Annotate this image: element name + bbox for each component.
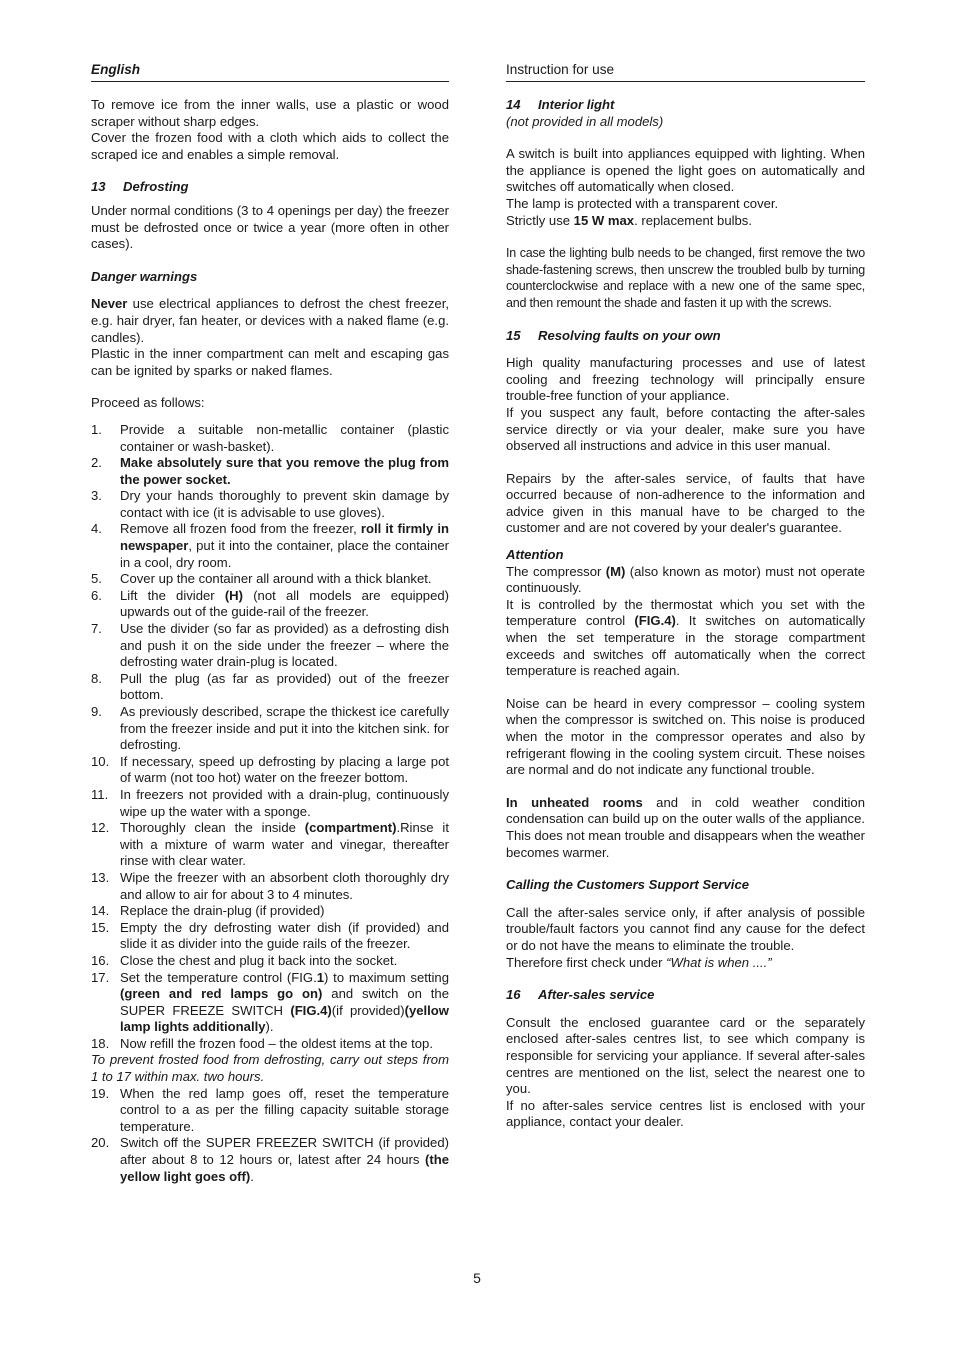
step-text bbox=[120, 820, 449, 870]
light-text: A switch is built into appliances equipped with lighting. When the appliance is opened the light goes on automatically and switches off automatically when closed. bbox=[506, 146, 865, 195]
light-text-2: The lamp is protected with a transparent cover. bbox=[506, 195, 779, 211]
step-text-segment: Close the chest and plug it back into the socket. bbox=[120, 952, 398, 968]
list-item bbox=[91, 1135, 449, 1185]
proceed-text: Proceed as follows: bbox=[91, 395, 205, 411]
step-number: 12. bbox=[91, 820, 110, 836]
step-text bbox=[120, 970, 449, 1036]
step-number: 5. bbox=[91, 571, 102, 587]
step-number: 7. bbox=[91, 621, 102, 637]
step-text-segment: ) to maximum setting bbox=[324, 969, 450, 985]
list-item bbox=[91, 787, 449, 820]
step-text-segment: When the red lamp goes off, reset the temperature control to a as per the filling capacity suitable storage temperature. bbox=[120, 1085, 449, 1134]
list-item bbox=[91, 820, 449, 870]
step-text bbox=[120, 787, 449, 820]
unheated-text-rest: and in cold weather condition condensation can build up on the outer walls of the appliance. This does not mean trouble and disappears when the weather becomes warmer. bbox=[506, 794, 865, 860]
step-text bbox=[120, 422, 449, 455]
step-text bbox=[120, 455, 449, 488]
never-label: Never bbox=[91, 296, 128, 312]
step-text-segment: (FIG.4) bbox=[290, 1002, 332, 1018]
step-number: 20. bbox=[91, 1135, 110, 1151]
section-title: Interior light bbox=[538, 97, 615, 112]
step-number: 1. bbox=[91, 421, 102, 437]
step-number: 17. bbox=[91, 969, 110, 985]
faults-text: High quality manufacturing processes and use of latest cooling and freezing technology will principally ensure trouble-free function of your appliance. bbox=[506, 355, 865, 404]
document-header: Instruction for use bbox=[506, 62, 865, 82]
after-sales-heading bbox=[506, 987, 865, 1004]
step-text bbox=[120, 903, 449, 920]
fig-label: (FIG.4) bbox=[634, 613, 676, 629]
list-item bbox=[91, 754, 449, 787]
list-item bbox=[91, 571, 449, 588]
attention-text bbox=[506, 564, 865, 597]
bulb-text: In case the lighting bulb needs to be changed, first remove the two shade-fastening screws, then unscrew the troubled bulb by turning counterclockwise and replace with a new one of the same spec, and then remount the shade and fasten it up with the screws. bbox=[506, 246, 865, 310]
list-item bbox=[91, 521, 449, 571]
step-number: 10. bbox=[91, 753, 110, 769]
step-text-segment: Wipe the freezer with an absorbent cloth thoroughly dry and allow to air for about 3 to 4 minutes. bbox=[120, 869, 449, 902]
step-text-segment: Now refill the frozen food – the oldest items at the top. bbox=[120, 1035, 433, 1051]
light-note: (not provided in all models) bbox=[506, 113, 664, 129]
section-title: After-sales service bbox=[538, 987, 655, 1003]
step-number: 14. bbox=[91, 903, 110, 919]
steps-note: To prevent frosted food from defrosting, carry out steps from 1 to 17 within max. two hours. bbox=[91, 1052, 449, 1085]
step-text bbox=[120, 953, 449, 970]
step-text bbox=[120, 588, 449, 621]
step-number: 2. bbox=[91, 455, 102, 471]
danger-warnings-heading: Danger warnings bbox=[91, 268, 198, 284]
step-text bbox=[120, 671, 449, 704]
step-text-segment: Provide a suitable non-metallic container (plastic container or wash-basket). bbox=[120, 421, 449, 454]
step-number: 4. bbox=[91, 521, 102, 537]
list-item bbox=[91, 1036, 449, 1053]
list-item bbox=[91, 1086, 449, 1136]
faults-text-2: If you suspect any fault, before contacting the after-sales service directly or via your dealer, make sure you have observed all instructions and advice in this user manual. bbox=[506, 404, 865, 454]
section-number: 14 bbox=[506, 97, 521, 112]
interior-light-heading bbox=[506, 97, 865, 114]
after-sales-text-2: If no after-sales service centres list is enclosed with your appliance, contact your dealer. bbox=[506, 1097, 865, 1130]
step-text-segment: (yellow lamp lights additionally bbox=[120, 1002, 449, 1035]
unheated-label: In unheated rooms bbox=[506, 794, 643, 810]
step-text-segment: . bbox=[250, 1168, 254, 1184]
attention-heading: Attention bbox=[506, 547, 564, 563]
step-text-segment: 1 bbox=[316, 969, 325, 985]
attention-text-c: (also known as motor) must not operate continuously. bbox=[506, 563, 865, 596]
light-text-3 bbox=[506, 213, 865, 230]
right-column bbox=[506, 62, 865, 1131]
step-number: 8. bbox=[91, 670, 102, 686]
step-text-segment: ). bbox=[265, 1019, 274, 1035]
step-text-segment: Set the temperature control (FIG. bbox=[120, 969, 317, 985]
section-number: 16 bbox=[506, 987, 521, 1003]
defrosting-text: Under normal conditions (3 to 4 openings per day) the freezer must be defrosted once or twice a year (more often in other cases). bbox=[91, 202, 449, 252]
calling-text-2b: “What is when ....” bbox=[666, 954, 772, 970]
list-item bbox=[91, 920, 449, 953]
language-header: English bbox=[91, 62, 449, 82]
danger-text bbox=[91, 296, 449, 346]
intro-text-2: Cover the frozen food with a cloth which aids to collect the scraped ice and enables a simple removal. bbox=[91, 130, 449, 162]
section-number: 15 bbox=[506, 327, 521, 343]
step-text-segment: As previously described, scrape the thickest ice carefully from the freezer inside and put it into the kitchen sink. for defrosting. bbox=[120, 704, 449, 753]
list-item bbox=[91, 970, 449, 1036]
page-number: 5 bbox=[473, 1270, 481, 1286]
step-text bbox=[120, 920, 449, 953]
step-number: 18. bbox=[91, 1035, 110, 1051]
step-text-segment: roll it firmly in newspaper bbox=[120, 521, 449, 554]
step-number: 6. bbox=[91, 587, 102, 603]
step-text bbox=[120, 621, 449, 671]
step-text bbox=[120, 521, 449, 571]
repairs-text: Repairs by the after-sales service, of faults that have occurred because of non-adherence to the information and advice given in this manual have to be charged to the customer and are not covered by your dealer's guarantee. bbox=[506, 470, 865, 536]
step-text-segment: Use the divider (so far as provided) as a defrosting dish and push it on the side under the freezer – where the defrosting water drain-plug is located. bbox=[120, 621, 449, 670]
step-text-segment: In freezers not provided with a drain-plug, continuously wipe up the water with a sponge. bbox=[120, 786, 449, 819]
section-title: Defrosting bbox=[123, 179, 189, 195]
step-number: 3. bbox=[91, 488, 102, 504]
list-item bbox=[91, 588, 449, 621]
list-item bbox=[91, 903, 449, 920]
resolving-faults-heading bbox=[506, 328, 865, 345]
step-text-segment: Switch off the SUPER FREEZER SWITCH (if provided) after about 8 to 12 hours or, latest after 24 hours bbox=[120, 1135, 449, 1168]
noise-text: Noise can be heard in every compressor – cooling system when the compressor is switched on. This noise is produced when the motor in the compressor operates and also by refrigerant flowing in the cooling system circuit. These noises are normal and do not indicate any functional trouble. bbox=[506, 695, 865, 778]
step-text bbox=[120, 870, 449, 903]
step-text-segment: Empty the dry defrosting water dish (if provided) and slide it as divider into the guide rails of the freezer. bbox=[120, 919, 449, 952]
step-text-segment: (compartment) bbox=[304, 820, 397, 836]
thermostat-text-a: It is controlled by the thermostat which you set with the temperature control bbox=[506, 596, 865, 629]
defrost-steps-list-2 bbox=[91, 1086, 449, 1186]
calling-text-2a: Therefore first check under bbox=[506, 954, 667, 970]
step-text bbox=[120, 704, 449, 754]
step-number: 13. bbox=[91, 869, 110, 885]
list-item bbox=[91, 870, 449, 903]
section-number: 13 bbox=[91, 179, 106, 195]
after-sales-text: Consult the enclosed guarantee card or the separately enclosed after-sales centres list, to see which company is responsible for servicing your appliance. If several after-sales centres are mentioned on the list, select the nearest one to you. bbox=[506, 1014, 865, 1097]
section-title: Resolving faults on your own bbox=[538, 327, 721, 343]
thermostat-text bbox=[506, 597, 865, 680]
step-text-segment: (H) bbox=[224, 587, 243, 603]
step-number: 11. bbox=[91, 786, 109, 802]
list-item bbox=[91, 671, 449, 704]
defrost-steps-list bbox=[91, 422, 449, 1053]
list-item bbox=[91, 621, 449, 671]
list-item bbox=[91, 953, 449, 970]
left-column bbox=[91, 62, 449, 1185]
step-text-segment: (not all models are equipped) upwards out of the guide-rail of the freezer. bbox=[120, 587, 449, 620]
step-text bbox=[120, 1086, 449, 1136]
danger-text-rest: use electrical appliances to defrost the chest freezer, e.g. hair dryer, fan heater, or devices with a naked flame (e.g. candles). bbox=[91, 296, 449, 345]
step-text-segment: Thoroughly clean the inside bbox=[120, 820, 305, 836]
step-text-segment: Cover up the container all around with a thick blanket. bbox=[120, 571, 432, 587]
step-text-segment: Remove all frozen food from the freezer, bbox=[120, 521, 361, 537]
step-text-segment: (if provided) bbox=[331, 1002, 405, 1018]
compressor-label: (M) bbox=[605, 563, 626, 579]
step-text-segment: Make absolutely sure that you remove the plug from the power socket. bbox=[120, 455, 449, 487]
danger-text-2: Plastic in the inner compartment can melt and escaping gas can be ignited by sparks or naked flames. bbox=[91, 346, 449, 378]
step-text-segment: , put it into the container, place the container in a cool, dry room. bbox=[120, 538, 449, 570]
step-number: 16. bbox=[91, 952, 110, 968]
calling-text: Call the after-sales service only, if after analysis of possible trouble/fault factors you cannot find any cause for the defect or do not have the means to eliminate the trouble. bbox=[506, 904, 865, 953]
list-item bbox=[91, 488, 449, 521]
step-text bbox=[120, 571, 449, 588]
list-item bbox=[91, 455, 449, 488]
attention-text-a: The compressor bbox=[506, 563, 606, 579]
step-number: 15. bbox=[91, 919, 110, 935]
step-number: 9. bbox=[91, 704, 102, 719]
unheated-text bbox=[506, 795, 865, 861]
step-text-segment: Replace the drain-plug (if provided) bbox=[120, 903, 325, 919]
step-text bbox=[120, 1036, 449, 1053]
wattage-label: 15 W max bbox=[573, 212, 635, 228]
step-text-segment: Pull the plug (as far as provided) out of the freezer bottom. bbox=[120, 670, 449, 703]
step-text bbox=[120, 754, 449, 787]
list-item bbox=[91, 422, 449, 455]
step-text bbox=[120, 1135, 449, 1185]
light-text-3c: . replacement bulbs. bbox=[634, 212, 752, 228]
step-text-segment: Lift the divider bbox=[120, 587, 225, 603]
step-number: 19. bbox=[91, 1085, 110, 1101]
calling-support-heading: Calling the Customers Support Service bbox=[506, 877, 750, 893]
step-text-segment: Dry your hands thoroughly to prevent skin damage by contact with ice (it is advisable to use gloves). bbox=[120, 488, 449, 520]
thermostat-text-c: . It switches on automatically when the set temperature in the storage compartment exceeds and switches off automatically when the correct temperature is reached again. bbox=[506, 613, 865, 679]
list-item bbox=[91, 704, 449, 754]
calling-text-2 bbox=[506, 955, 865, 972]
step-text-segment: (green and red lamps go on) bbox=[120, 986, 323, 1002]
step-text-segment: and switch on the SUPER FREEZE SWITCH bbox=[120, 986, 449, 1018]
defrosting-heading bbox=[91, 179, 449, 196]
step-text-segment: If necessary, speed up defrosting by placing a large pot of warm (not too hot) water on the freezer bottom. bbox=[120, 753, 449, 786]
step-text-segment: .Rinse it with a mixture of warm water and vinegar, thereafter rinse with clear water. bbox=[120, 820, 449, 869]
intro-text-1: To remove ice from the inner walls, use a plastic or wood scraper without sharp edges. bbox=[91, 97, 449, 129]
step-text bbox=[120, 488, 449, 521]
step-text-segment: (the yellow light goes off) bbox=[120, 1152, 449, 1184]
light-text-3a: Strictly use bbox=[506, 212, 574, 228]
